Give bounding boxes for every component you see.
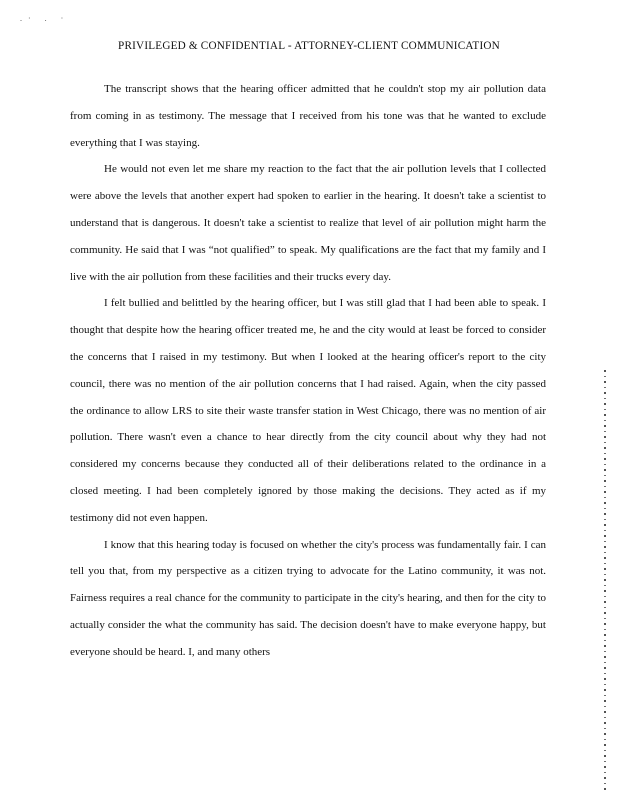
paragraph-fairness: I know that this hearing today is focused on whether the city's process was fundamentally fair. I can tell you that, from my perspective as a citizen trying to advocate for the Latino community, it was not. Fairness requires a real chance for the community to participate in the city's hearing, and then for the city to actually consider the what the community has said. The decision doesn't have to make everyone happy, but everyone should be heard. I, and many others [70,538,546,658]
paragraph-bullied: I felt bullied and belittled by the hearing officer, but I was still glad that I had been able to speak. I thought that despite how the hearing officer treated me, he and the city would at least be forced to consider the concerns that I raised in my testimony. But when I looked at the hearing officer's report to the city council, there was no mention of the air pollution concerns that I had raised. Again, when the city passed the ordinance to allow LRS to site their waste transfer station in West Chicago, there was no mention of air pollution. There wasn't even a chance to hear directly from the city council about why they had not considered my concerns because they conducted all of their deliberations related to the ordinance in a closed meeting. I had been completely ignored by those making the decisions. They acted as if my testimony did not even happen. [70,297,546,524]
document-body [70,76,546,666]
scan-corner-marks: .· . · [20,14,70,23]
paragraph-not-qualified: He would not even let me share my reaction to the fact that the air pollution levels that I collected were above the levels that another expert had spoken to earlier in the hearing. It doesn't take a scientist to understand that is dangerous. It doesn't take a scientist to realize that level of air pollution might harm the community. He said that I was “not qualified” to speak. My qualifications are the fact that my family and I live with the air pollution from these facilities and their trucks every day. [70,163,546,283]
paragraph-transcript: The transcript shows that the hearing officer admitted that he couldn't stop my air pollution data from coming in as testimony. The message that I received from his tone was that he wanted to exclude everything that I was staying. [70,83,546,149]
scan-edge-artifact [604,370,606,790]
confidentiality-header: PRIVILEGED & CONFIDENTIAL - ATTORNEY-CLIENT COMMUNICATION [118,40,500,52]
